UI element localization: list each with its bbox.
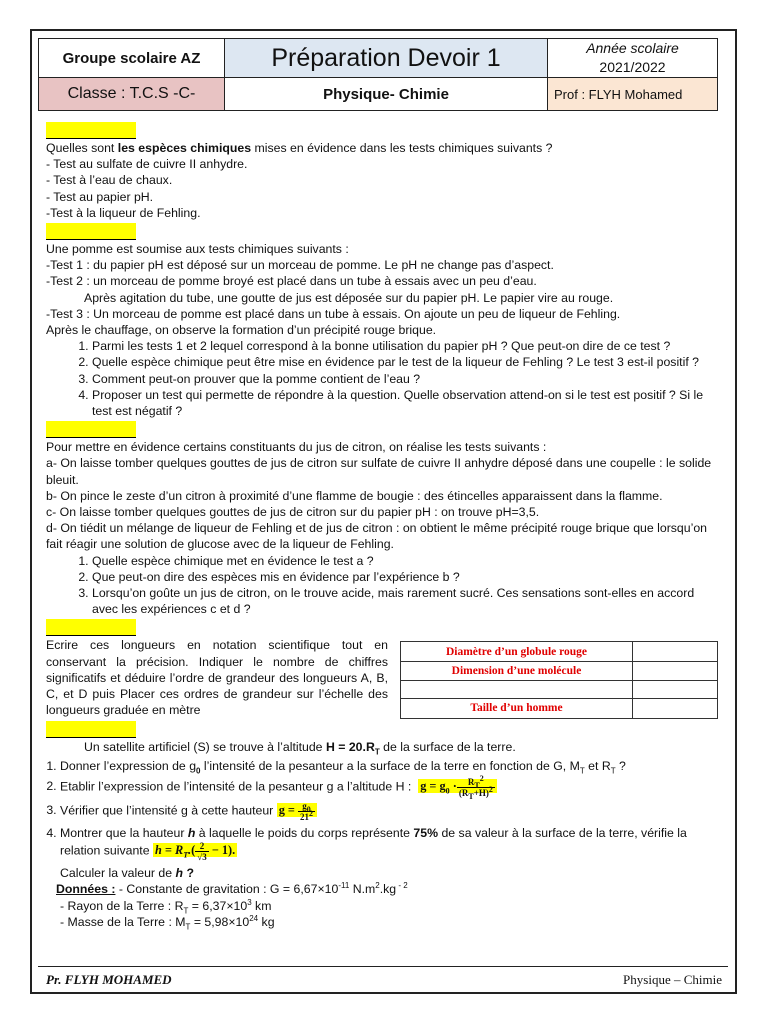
question-item: 1. Donner l’expression de $g_0$ l’intensité de la pesanteur a la surface de la terre en fonction de G, $M_T$ et $R_T$ ? bbox=[60, 758, 722, 774]
header-table bbox=[38, 38, 718, 111]
ex3-intro: Pour mettre en évidence certains constituants du jus de citron, on réalise les tests suivants : bbox=[46, 440, 547, 455]
ex3-b: b- On pince le zeste d’un citron à proximité d’une flamme de bougie : des étincelles apparaissent dans la flamme. bbox=[46, 488, 663, 503]
ex5-data-mass: - Masse de la Terre : $M_T = 5,98\times 10^{24}$ kg bbox=[60, 913, 275, 932]
exercise-content bbox=[46, 120, 722, 930]
ex2-test2-cont: Après agitation du tube, une goutte de jus est déposée sur du papier pH. Le papier vire au rouge. bbox=[84, 290, 614, 305]
formula-g-altitude: $g = g_0$ · $\frac{R_T^2}{(R_T+H)^2}$ bbox=[418, 779, 497, 793]
table-row bbox=[401, 642, 718, 661]
ex4-block bbox=[46, 637, 722, 718]
table-row bbox=[401, 699, 718, 718]
footer-divider bbox=[38, 966, 728, 967]
question-item: 1. Parmi les tests 1 et 2 lequel correspond à la bonne utilisation du papier pH ? Que peut-on dire de ce test ? bbox=[92, 338, 722, 354]
ex2-test3-cont: Après le chauffage, on observe la formation d’un précipité rouge brique. bbox=[46, 323, 437, 338]
question-item: 4. Montrer que la hauteur h à laquelle le poids du corps représente 75% de sa valeur à la surface de la terre, vérifie la relation suivante $h = R_T$.( $\frac{2}{√3}$ − 1). bbox=[60, 825, 722, 862]
ex5-data-radius: - Rayon de la Terre : $R_T = 6,37\times 10^3$ km bbox=[60, 897, 272, 915]
exercise-1-marker bbox=[46, 122, 136, 139]
table-cell: Diamètre d’un globule rouge bbox=[401, 642, 633, 661]
question-item: 3. Vérifier que l’intensité g à cette hauteur g = $\frac{g_0}{21^2}$ bbox=[60, 801, 722, 822]
question-item: 3. Lorsqu’on goûte un jus de citron, on le trouve acide, mais rarement sucré. Ces sensations sont-elles en accord avec les expériences c et d ? bbox=[92, 585, 722, 617]
exercise-2-marker bbox=[46, 223, 136, 240]
ex2-test2: -Test 2 : un morceau de pomme broyé est placé dans un tube à essais avec un peu d’eau. bbox=[46, 274, 537, 289]
ex1-line: - Test à l’eau de chaux. bbox=[46, 173, 173, 188]
question-item: 4. Proposer un test qui permette de répondre à la question. Quelle observation attend-on si le test est positif ? Si le test est négatif ? bbox=[92, 387, 722, 419]
table-cell bbox=[633, 661, 718, 680]
ex3-d: d- On tiédit un mélange de liqueur de Fehling et de jus de citron : on obtient le même précipité rouge brique que lorsqu’on fait réagir une solution de glucose avec de la liqueur de Fehling. bbox=[46, 521, 708, 552]
footer-author: Pr. FLYH MOHAMED bbox=[46, 972, 172, 987]
year-value: 2021/2022 bbox=[599, 59, 666, 75]
exercise-4-marker bbox=[46, 619, 136, 636]
question-item: 2. Etablir l’expression de l’intensité de la pesanteur g a l’altitude H : $g = g_0$ · $\frac{R_T^2}{(R_T+H)^2}$ bbox=[60, 777, 722, 798]
ex2-intro: Une pomme est soumise aux tests chimiques suivants : bbox=[46, 242, 349, 257]
ex5-intro: Un satellite artificiel (S) se trouve à l’altitude $H = 20.R_T$ de la surface de la terre. bbox=[84, 739, 516, 756]
ex2-test3: -Test 3 : Un morceau de pomme est placé dans un tube à essais. On ajoute un peu de liqueur de Fehling. bbox=[46, 306, 621, 321]
question-item: 1. Quelle espèce chimique met en évidence le test a ? bbox=[92, 553, 722, 569]
ex2-questions bbox=[46, 338, 722, 419]
prof-label: Prof : FLYH Mohamed bbox=[548, 78, 718, 111]
table-cell: Taille d’un homme bbox=[401, 699, 633, 718]
formula-g-ratio: g = $\frac{g_0}{21^2}$ bbox=[277, 803, 317, 817]
year-label: Année scolaire bbox=[586, 40, 679, 56]
exercise-5-marker bbox=[46, 721, 136, 738]
table-row bbox=[401, 661, 718, 680]
table-cell bbox=[633, 681, 718, 699]
school-year bbox=[548, 39, 718, 78]
exercise-3-marker bbox=[46, 421, 136, 438]
lengths-table bbox=[400, 641, 718, 718]
table-cell bbox=[401, 681, 633, 699]
ex4-text: Ecrire ces longueurs en notation scientifique tout en conservant la précision. Indiquer le nombre de chiffres significatifs et déduire l’ordre de grandeur des longueurs A, B, C, et D puis Placer ces ordres de grandeur sur l’échelle des longueurs graduée en mètre bbox=[46, 638, 388, 718]
ex3-a: a- On laisse tomber quelques gouttes de jus de citron sur sulfate de cuivre II anhydre déposé dans une coupelle : le solide bleuit. bbox=[46, 456, 712, 487]
subject-label: Physique- Chimie bbox=[225, 78, 548, 111]
table-cell bbox=[633, 642, 718, 661]
school-name: Groupe scolaire AZ bbox=[39, 39, 225, 78]
ex1-line: - Test au papier pH. bbox=[46, 189, 154, 204]
page-title: Préparation Devoir 1 bbox=[225, 39, 548, 78]
ex5-questions bbox=[46, 758, 722, 862]
ex3-c: c- On laisse tomber quelques gouttes de jus de citron sur du papier pH : on trouve pH=3,5. bbox=[46, 505, 540, 520]
ex1-intro: Quelles sont les espèces chimiques mises en évidence dans les tests chimiques suivants ? bbox=[46, 141, 553, 155]
formula-h: $h = R_T$.( $\frac{2}{√3}$ − 1). bbox=[154, 841, 236, 863]
ex1-line: - Test au sulfate de cuivre II anhydre. bbox=[46, 157, 248, 172]
ex5-data: Données : - Constante de gravitation : $G = 6,67\times 10^{-11}$ $N.m^2.kg$ $^{- 2}$ bbox=[56, 881, 408, 897]
table-cell: Dimension d’une molécule bbox=[401, 661, 633, 680]
question-item: 3. Comment peut-on prouver que la pomme contient de l’eau ? bbox=[92, 371, 722, 387]
class-label: Classe : T.C.S -C- bbox=[39, 78, 225, 111]
table-row bbox=[401, 681, 718, 699]
footer-subject: Physique – Chimie bbox=[623, 972, 722, 987]
question-item: 2. Quelle espèce chimique peut être mise en évidence par le test de la liqueur de Fehling ? Le test 3 est-il positif ? bbox=[92, 354, 722, 370]
ex5-calc: Calculer la valeur de h ? bbox=[60, 866, 194, 881]
question-item: 2. Que peut-on dire des espèces mis en évidence par l’expérience b ? bbox=[92, 569, 722, 585]
table-cell bbox=[633, 699, 718, 718]
ex2-test1: -Test 1 : du papier pH est déposé sur un morceau de pomme. Le pH ne change pas d’aspect. bbox=[46, 258, 554, 273]
ex1-line: -Test à la liqueur de Fehling. bbox=[46, 205, 201, 220]
ex3-questions bbox=[46, 553, 722, 618]
